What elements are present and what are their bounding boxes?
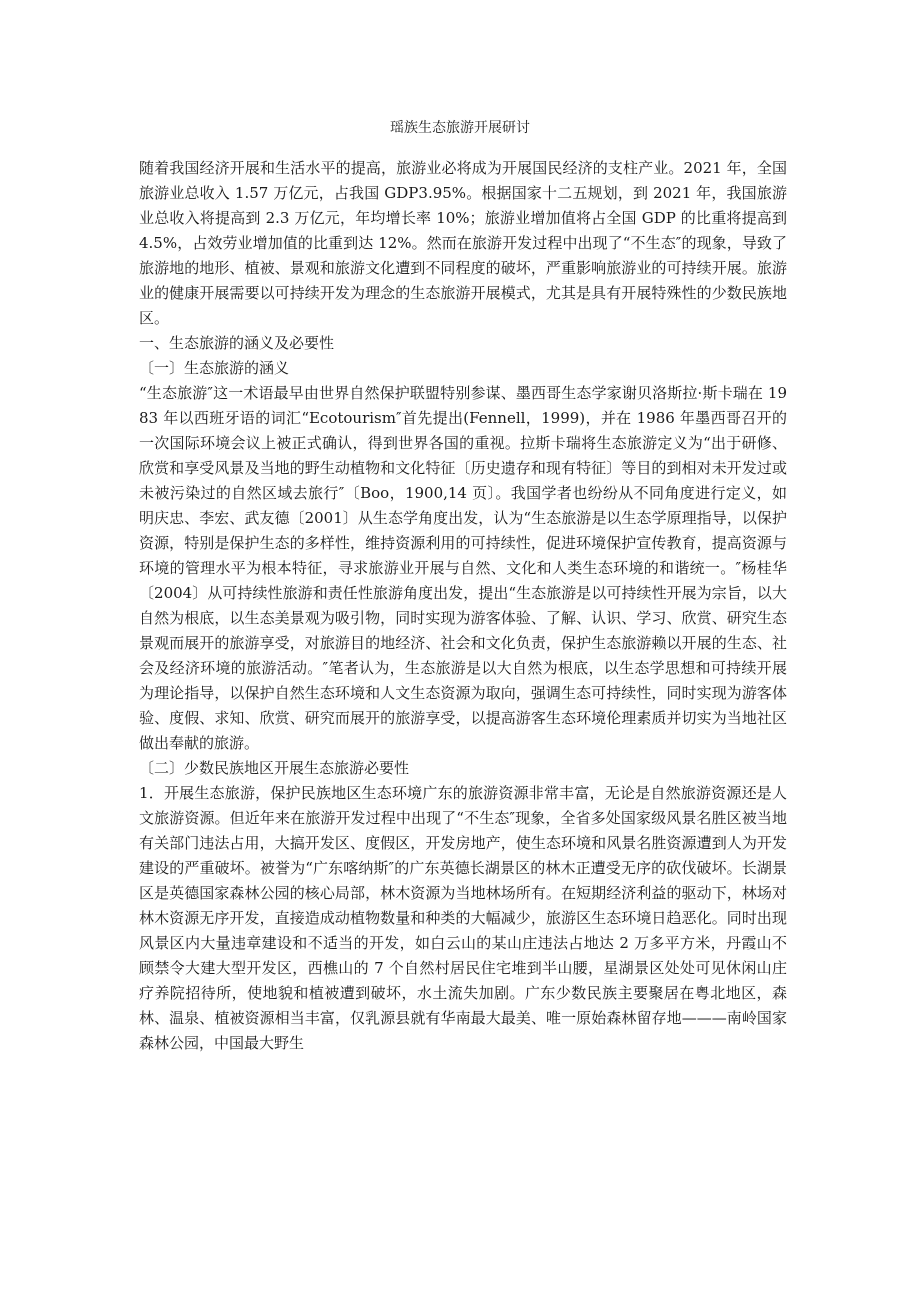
section-heading: 一、生态旅游的涵义及必要性 (139, 334, 335, 352)
paragraph: “生态旅游″这一术语最早由世界自然保护联盟特别参谋、墨西哥生态学家谢贝洛斯拉·斯卡瑞在 1983 年以西班牙语的词汇“Ecotourism″首先提出(Fennell，1999)，并在 1986 年墨西哥召开的一次国际环境会议上被正式确认，得到世界各国的重视。拉斯卡瑞将生态旅游定义为“出于研修、欣赏和享受风景及当地的野生动植物和文化特征〔历史遗存和现有特征〕等目的到相对未开发过或未被污染过的自然区域去旅行″〔Boo，1900,14 页〕。我国学者也纷纷从不同角度进行定义，如明庆忠、李宏、武友德〔2001〕从生态学角度出发，认为“生态旅游是以生态学原理指导，以保护资源，特别是保护生态的多样性，维持资源利用的可持续性，促进环境保护宣传教育，提高资源与环境的管理水平为根本特征，寻求旅游业开展与自然、文化和人类生态环境的和谐统一。″杨桂华〔2004〕从可持续性旅游和责任性旅游角度出发，提出“生态旅游是以可持续性开展为宗旨，以大自然为根底，以生态美景观为吸引物，同时实现为游客体验、了解、认识、学习、欣赏、研究生态景观而展开的旅游享受，对旅游目的地经济、社会和文化负责，保护生态旅游赖以开展的生态、社会及经济环境的旅游活动。″笔者认为，生态旅游是以大自然为根底，以生态学思想和可持续开展为理论指导，以保护自然生态环境和人文生态资源为取向，强调生态可持续性，同时实现为游客体验、度假、求知、欣赏、研究而展开的旅游享受，以提高游客生态环境伦理素质并切实为当地社区做出奉献的旅游。 (139, 384, 787, 752)
document-body (139, 156, 787, 1056)
paragraph: 1．开展生态旅游，保护民族地区生态环境广东的旅游资源非常丰富，无论是自然旅游资源还是人文旅游资源。但近年来在旅游开发过程中出现了“不生态″现象，全省多处国家级风景名胜区被当地有关部门违法占用，大搞开发区、度假区，开发房地产，使生态环境和风景名胜资源遭到人为开发建设的严重破坏。被誉为“广东喀纳斯″的广东英德长湖景区的林木正遭受无序的砍伐破坏。长湖景区是英德国家森林公园的核心局部，林木资源为当地林场所有。在短期经济利益的驱动下，林场对林木资源无序开发，直接造成动植物数量和种类的大幅减少，旅游区生态环境日趋恶化。同时出现风景区内大量违章建设和不适当的开发，如白云山的某山庄违法占地达 2 万多平方米，丹霞山不顾禁令大建大型开发区，西樵山的 7 个自然村居民住宅堆到半山腰，星湖景区处处可见休闲山庄疗养院招待所，使地貌和植被遭到破坏，水土流失加剧。广东少数民族主要聚居在粤北地区，森林、温泉、植被资源相当丰富，仅乳源县就有华南最大最美、唯一原始森林留存地———南岭国家森林公园，中国最大野生 (139, 784, 787, 1052)
section-heading: 〔二〕少数民族地区开展生态旅游必要性 (139, 759, 410, 777)
document-title: 瑶族生态旅游开展研讨 (390, 120, 530, 136)
paragraph: 随着我国经济开展和生活水平的提高，旅游业必将成为开展国民经济的支柱产业。2021 年，全国旅游业总收入 1.57 万亿元，占我国 GDP3.95%。根据国家十二五规划，到 2021 年，我国旅游业总收入将提高到 2.3 万亿元，年均增长率 10%；旅游业增加值将占全国 GDP 的比重将提高到 4.5%，占效劳业增加值的比重到达 12%。然而在旅游开发过程中出现了“不生态″的现象，导致了旅游地的地形、植被、景观和旅游文化遭到不同程度的破坏，严重影响旅游业的可持续开展。旅游业的健康开展需要以可持续开发为理念的生态旅游开展模式，尤其是具有开展特殊性的少数民族地区。 (139, 159, 787, 327)
section-heading: 〔一〕生态旅游的涵义 (139, 359, 290, 377)
